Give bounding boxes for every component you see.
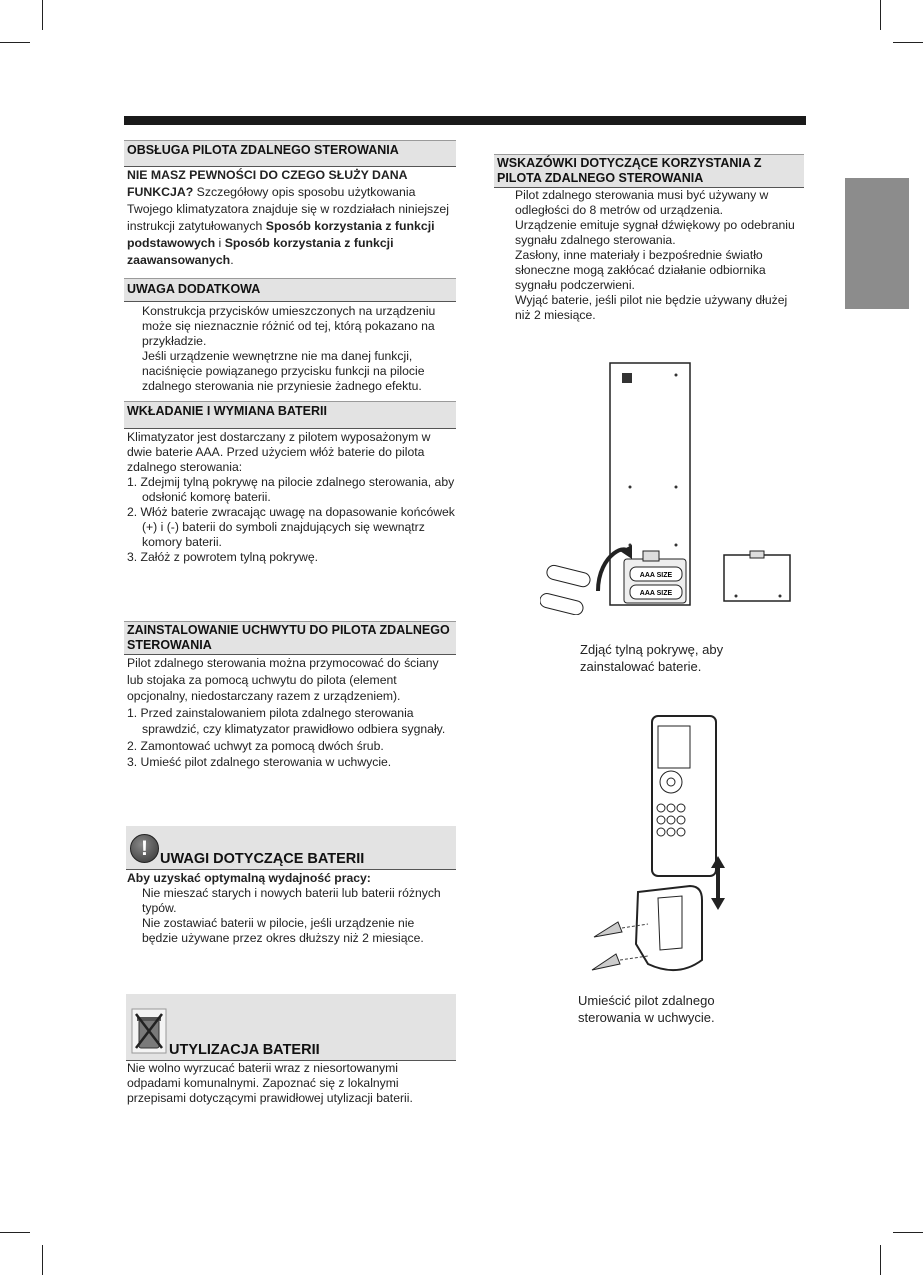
battery-notes-header [126,826,456,870]
crop-mark [0,1232,30,1233]
crop-mark [42,1245,43,1275]
disposal-title: UTYLIZACJA BATERII [169,1042,320,1058]
batteries-step: 2. Włóż baterie zwracając uwagę na dopasowanie końcówek (+) i (-) baterii do symboli znajdujących się wewnątrz komory baterii. [127,505,455,549]
back-cover [724,555,790,601]
remote-use-end: . [230,253,234,267]
remote-use-intro-bold: NIE MASZ PEWNOŚCI DO CZEGO SŁUŻY DANA FUNKCJA? [127,168,408,199]
holder-step: 2. Zamontować uchwyt za pomocą dwóch śrub. [127,738,384,753]
remote-use-intro: Szczegółowy opis sposobu użytkowania Twojego klimatyzatora znajduje się w rozdziałach niniejszej instrukcji zatytułowanych [127,185,449,233]
remote-holder [636,886,702,970]
holder-caption: Umieścić pilot zdalnego sterowania w uchwycie. [578,993,715,1025]
holder-step: 1. Przed zainstalowaniem pilota zdalnego sterowania sprawdzić, czy klimatyzator prawidłowo odbiera sygnały. [127,705,446,736]
screw-icon [594,922,622,937]
tips-item: Pilot zdalnego sterowania musi być używany w odległości do 8 metrów od urządzenia. [515,188,769,217]
holder-intro: Pilot zdalnego sterowania można przymocować do ściany lub stojaka za pomocą uchwytu do pilota (element opcjonalny, niedostarczany razem z urządzeniem). [127,656,439,703]
remote-use-ref1: Sposób korzystania z funkcji podstawowych [127,219,435,250]
note-item: Konstrukcja przycisków umieszczonych na urządzeniu może się nieznacznie różnić od tej, którą pokazano na przykładzie. [142,304,436,348]
screw-icon [592,954,620,970]
holder-install-figure [578,712,788,987]
section-header-tips: WSKAZÓWKI DOTYCZĄCE KORZYSTANIA Z PILOTA ZDALNEGO STEROWANIA [494,154,804,188]
disposal-header [126,994,456,1061]
tips-item: Urządzenie emituje sygnał dźwiękowy po odebraniu sygnału zdalnego sterowania. [515,218,795,247]
tips-item: Zasłony, inne materiały i bezpośrednie światło słoneczne mogą zakłócać działanie odbiornika sygnału podczerwieni. [515,248,766,292]
section-header-remote-use: OBSŁUGA PILOTA ZDALNEGO STEROWANIA [124,140,456,167]
holder-step: 3. Umieść pilot zdalnego sterowania w uchwycie. [127,755,392,769]
note-text [127,304,452,394]
batteries-step: 1. Zdejmij tylną pokrywę na pilocie zdalnego sterowania, aby odsłonić komorę baterii. [127,475,455,504]
battery-notes-item: Nie mieszać starych i nowych baterii lub baterii różnych typów. [142,886,441,915]
crop-mark [893,42,923,43]
battery-label: AAA SIZE [639,590,673,597]
section-header-note: UWAGA DODATKOWA [124,278,456,302]
battery-label: AAA SIZE [639,572,673,579]
exclamation-icon: ! [130,834,159,863]
remote-display [658,726,690,768]
section-header-batteries: WKŁADANIE I WYMIANA BATERII [124,401,456,429]
crop-mark [880,0,881,30]
crop-mark [0,42,30,43]
crop-mark [880,1245,881,1275]
battery-notes-item: Nie zostawiać baterii w pilocie, jeśli urządzenie nie będzie używane przez okres dłuższy niż 2 miesiące. [142,916,424,945]
battery-caption: Zdjąć tylną pokrywę, aby zainstalować baterie. [580,642,724,674]
side-tab [845,178,909,309]
battery-notes-title: UWAGI DOTYCZĄCE BATERII [160,851,365,867]
batteries-step: 3. Załóż z powrotem tylną pokrywę. [127,550,319,564]
crop-mark [893,1232,923,1233]
top-rule [124,116,806,125]
section-header-holder: ZAINSTALOWANIE UCHWYTU DO PILOTA ZDALNEGO STEROWANIA [124,621,456,655]
tips-text [515,188,795,323]
batteries-text [127,430,457,565]
remote-use-ref2: Sposób korzystania z funkcji zaawansowanych [127,236,394,267]
remote-use-conj: i [215,236,225,250]
battery-notes-text [127,871,452,946]
note-item: Jeśli urządzenie wewnętrzne nie ma danej funkcji, naciśnięcie powiązanego przycisku funkcji na pilocie zdalnego sterowania nie przyniesie żadnego efektu. [142,349,425,393]
crop-mark [42,0,43,30]
battery-install-figure [540,355,800,615]
holder-text [127,655,447,771]
remote-use-text [127,167,459,269]
tips-item: Wyjąć baterie, jeśli pilot nie będzie używany dłużej niż 2 miesiące. [515,293,788,322]
recycle-bin-icon [131,1008,167,1054]
disposal-text: Nie wolno wyrzucać baterii wraz z niesortowanymi odpadami komunalnymi. Zapoznać się z lokalnymi przepisami dotyczącymi prawidłowej utylizacji baterii. [127,1061,413,1105]
batteries-intro: Klimatyzator jest dostarczany z pilotem wyposażonym w dwie baterie AAA. Przed użyciem włóż baterie do pilota zdalnego sterowania: [127,430,431,474]
battery-notes-subtitle: Aby uzyskać optymalną wydajność pracy: [127,871,371,885]
